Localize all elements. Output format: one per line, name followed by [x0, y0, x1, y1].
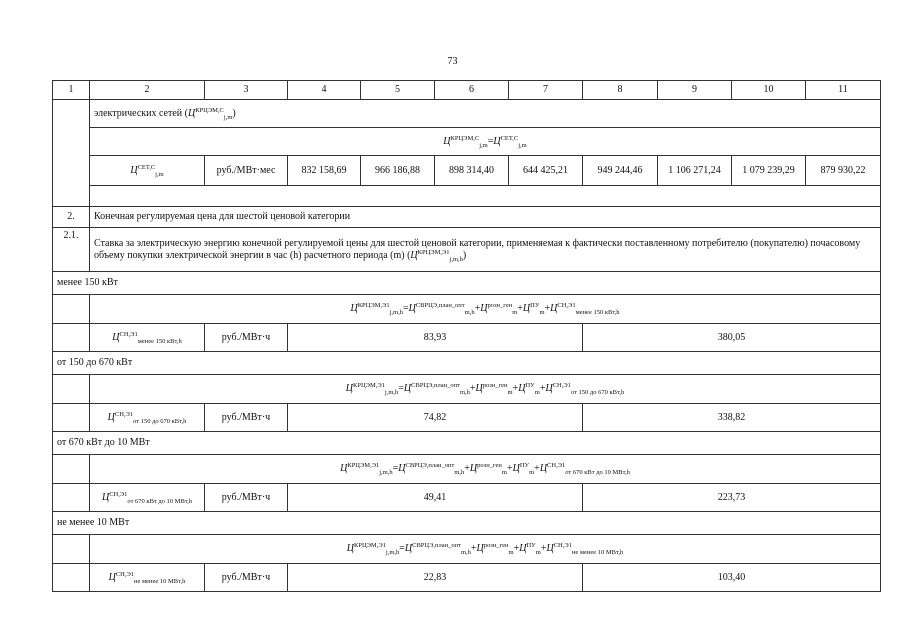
value-cell: 832 158,69 [288, 156, 361, 186]
sup: розн_ген [482, 382, 508, 390]
header-cell: 5 [361, 81, 435, 100]
section21-row [53, 228, 881, 272]
symbol: Ц [403, 383, 412, 395]
sub: m [535, 549, 541, 557]
sup: СН,Э1 [552, 382, 571, 390]
sup: КРЦЭМ,С [450, 134, 480, 142]
operator: + [470, 543, 477, 555]
group-data-row [53, 484, 881, 512]
sup: розн_ген [483, 542, 509, 550]
sup: КРЦЭМ,Э1 [357, 302, 390, 310]
symbol: Ц [519, 543, 527, 555]
sup: КРЦЭМ,Э1 [354, 542, 386, 550]
header-cell: 4 [288, 81, 361, 100]
sup: СН,Э1 [115, 570, 135, 578]
subtitle-text: электрических сетей ( [94, 107, 188, 119]
symbol: Ц [408, 303, 416, 315]
symbol: Ц [518, 383, 526, 395]
section-number: 2. [53, 207, 90, 228]
group-formula-row [53, 375, 881, 404]
operator: + [544, 303, 551, 315]
symbol-cell [90, 156, 205, 186]
group-data-row [53, 404, 881, 432]
value-cell: 966 186,88 [361, 156, 435, 186]
operator: + [464, 463, 470, 475]
sub: от 670 кВт до 10 МВт,h [565, 469, 630, 477]
value-cell: 879 930,22 [806, 156, 881, 186]
sup: ПУ [526, 542, 536, 550]
sub: j,m,h [385, 549, 400, 557]
group-formula-row [53, 535, 881, 564]
symbol: Ц [346, 543, 354, 555]
symbol: Ц [480, 303, 488, 315]
section-title: Конечная регулируемая цена для шестой ценовой категории [90, 207, 881, 228]
symbol-cell [90, 564, 205, 592]
symbol: Ц [522, 303, 531, 315]
sup: СН,Э1 [553, 542, 572, 550]
symbol: Ц [539, 463, 548, 475]
unit-cell: руб./МВт·ч [205, 484, 288, 512]
sup: КРЦЭМ,С [195, 106, 224, 114]
symbol: Ц [404, 543, 413, 555]
formula-cell [90, 375, 881, 404]
header-cell: 2 [90, 81, 205, 100]
tariff-table [52, 80, 881, 592]
header-cell: 7 [509, 81, 583, 100]
group-label: не менее 10 МВт [53, 512, 881, 535]
sub: m [512, 309, 518, 317]
formula-cell [90, 295, 881, 324]
formula-cell [90, 128, 881, 156]
page-number: 73 [447, 56, 458, 67]
operator: = [398, 383, 404, 395]
operator: = [487, 135, 494, 147]
empty-cell [53, 324, 90, 352]
header-cell: 3 [205, 81, 288, 100]
value-cell: 644 425,21 [509, 156, 583, 186]
symbol: Ц [101, 491, 110, 503]
empty-cell [53, 100, 90, 207]
symbol: Ц [107, 411, 115, 423]
section21-text [90, 228, 881, 272]
value-cell: 338,82 [583, 404, 881, 432]
sup: СН,Э1 [109, 490, 128, 498]
value-cell: 1 079 239,29 [732, 156, 806, 186]
sub: j,m [518, 141, 527, 149]
sub: j,m,h [384, 389, 399, 397]
symbol: Ц [130, 164, 138, 176]
sup: СЕТ,С [137, 163, 156, 171]
operator: + [534, 463, 540, 475]
empty-cell [53, 484, 90, 512]
symbol-cell [90, 324, 205, 352]
sub: m,h [460, 549, 471, 557]
symbol-cell [90, 404, 205, 432]
operator: + [512, 383, 519, 395]
sub: m,h [459, 389, 470, 397]
header-cell: 10 [732, 81, 806, 100]
sup: КРЦЭМ,Э1 [353, 382, 385, 390]
sub: m [508, 549, 514, 557]
value-cell: 22,83 [288, 564, 583, 592]
symbol: Ц [550, 303, 558, 315]
section21-body: Ставка за электрическую энергию конечной регулируемой цены для шестой ценовой категории, применяемая к фактически поставленному потребителю (покупателю) почасовому объему покупки электрической энергии в час (h) расчетного периода (m) ( [94, 238, 861, 261]
operator: + [506, 463, 513, 475]
header-cell: 9 [658, 81, 732, 100]
group-label-row [53, 432, 881, 455]
table-body [53, 81, 881, 592]
empty-cell [53, 455, 90, 484]
sub: от 150 до 670 кВт,h [570, 389, 625, 397]
group-label-row [53, 512, 881, 535]
empty-cell [53, 404, 90, 432]
header-cell: 6 [435, 81, 509, 100]
sub: m [539, 309, 545, 317]
value-cell: 949 244,46 [583, 156, 658, 186]
sub: не менее 10 МВт,h [571, 549, 624, 557]
operator: + [540, 543, 547, 555]
sup: СН,Э1 [557, 302, 576, 310]
sup: КРЦЭМ,Э1 [417, 248, 450, 256]
sup: СЕТ,С [500, 134, 519, 142]
operator: + [517, 303, 523, 315]
section21-close: ) [462, 249, 467, 261]
sup: СН,Э1 [547, 462, 566, 470]
section1-formula-row [53, 128, 881, 156]
spacer-cell [90, 186, 881, 207]
sup: КРЦЭМ,Э1 [347, 462, 380, 470]
sub: j,m [479, 141, 488, 149]
symbol: Ц [410, 249, 418, 261]
group-label-row [53, 272, 881, 295]
operator: + [469, 383, 476, 395]
empty-cell [53, 375, 90, 404]
symbol: Ц [476, 543, 484, 555]
sub: j,m,h [449, 255, 463, 263]
sup: ПУ [530, 302, 540, 310]
operator: = [399, 543, 405, 555]
group-label-row [53, 352, 881, 375]
group-data-row [53, 324, 881, 352]
sup: розн_ген [477, 462, 502, 470]
symbol: Ц [187, 107, 196, 119]
sub: j,m,h [379, 469, 393, 477]
value-cell: 380,05 [583, 324, 881, 352]
sub: m,h [454, 469, 465, 477]
symbol: Ц [546, 543, 554, 555]
sup: СВРЦЭ,план_опт [412, 542, 461, 550]
sup: СН,Э1 [119, 330, 138, 338]
sup: СН,Э1 [114, 410, 134, 418]
value-cell: 49,41 [288, 484, 583, 512]
header-cell: 11 [806, 81, 881, 100]
symbol: Ц [512, 463, 520, 475]
symbol: Ц [545, 383, 553, 395]
sub: m [507, 389, 513, 397]
value-cell: 103,40 [583, 564, 881, 592]
operator: + [513, 543, 520, 555]
formula-cell [90, 535, 881, 564]
symbol: Ц [443, 135, 451, 147]
group-formula-row [53, 295, 881, 324]
sub: менее 150 кВт,h [137, 337, 182, 345]
header-cell: 8 [583, 81, 658, 100]
section-number: 2.1. [53, 228, 90, 272]
sup: СВРЦЭ,план_опт [415, 302, 465, 310]
empty-cell [53, 535, 90, 564]
sub: m [534, 389, 540, 397]
header-cell: 1 [53, 81, 90, 100]
symbol: Ц [108, 571, 116, 583]
value-cell: 898 314,40 [435, 156, 509, 186]
subtitle-close: ) [232, 107, 236, 119]
symbol: Ц [469, 463, 478, 475]
value-cell: 83,93 [288, 324, 583, 352]
section1-spacer-row [53, 186, 881, 207]
sub: менее 150 кВт,h [575, 309, 620, 317]
sub: m [529, 469, 535, 477]
section2-row [53, 207, 881, 228]
sub: j,m [155, 170, 164, 178]
unit-cell: руб./МВт·ч [205, 404, 288, 432]
symbol: Ц [350, 303, 358, 315]
symbol: Ц [340, 463, 348, 475]
symbol-cell [90, 484, 205, 512]
formula-cell [90, 455, 881, 484]
section1-data-row [53, 156, 881, 186]
symbol: Ц [112, 331, 120, 343]
operator: + [539, 383, 546, 395]
header-row [53, 81, 881, 100]
sub: j,m [223, 113, 233, 121]
value-cell: 74,82 [288, 404, 583, 432]
group-formula-row [53, 455, 881, 484]
unit-cell: руб./МВт·мес [205, 156, 288, 186]
sub: m [501, 469, 507, 477]
symbol: Ц [398, 463, 406, 475]
empty-cell [53, 564, 90, 592]
sup: розн_ген [487, 302, 513, 310]
unit-cell: руб./МВт·ч [205, 564, 288, 592]
group-data-row [53, 564, 881, 592]
sup: СВРЦЭ,план_опт [405, 462, 455, 470]
operator: = [392, 463, 399, 475]
sub: j,m,h [389, 309, 403, 317]
group-label: менее 150 кВт [53, 272, 881, 295]
section1-subtitle [90, 100, 881, 128]
operator: = [402, 303, 409, 315]
group-label: от 150 до 670 кВт [53, 352, 881, 375]
symbol: Ц [345, 383, 354, 395]
value-cell: 1 106 271,24 [658, 156, 732, 186]
sup: ПУ [519, 462, 530, 470]
unit-cell: руб./МВт·ч [205, 324, 288, 352]
sub: от 150 до 670 кВт,h [133, 417, 187, 425]
sup: СВРЦЭ,план_опт [411, 382, 460, 390]
value-cell: 223,73 [583, 484, 881, 512]
symbol: Ц [475, 383, 483, 395]
operator: + [474, 303, 481, 315]
symbol: Ц [493, 135, 501, 147]
sub: от 670 кВт до 10 МВт,h [127, 497, 193, 505]
empty-cell [53, 295, 90, 324]
sub: не менее 10 МВт,h [134, 577, 186, 585]
sup: ПУ [525, 382, 535, 390]
section1-subtitle-row [53, 100, 881, 128]
group-label: от 670 кВт до 10 МВт [53, 432, 881, 455]
sub: m,h [464, 309, 475, 317]
